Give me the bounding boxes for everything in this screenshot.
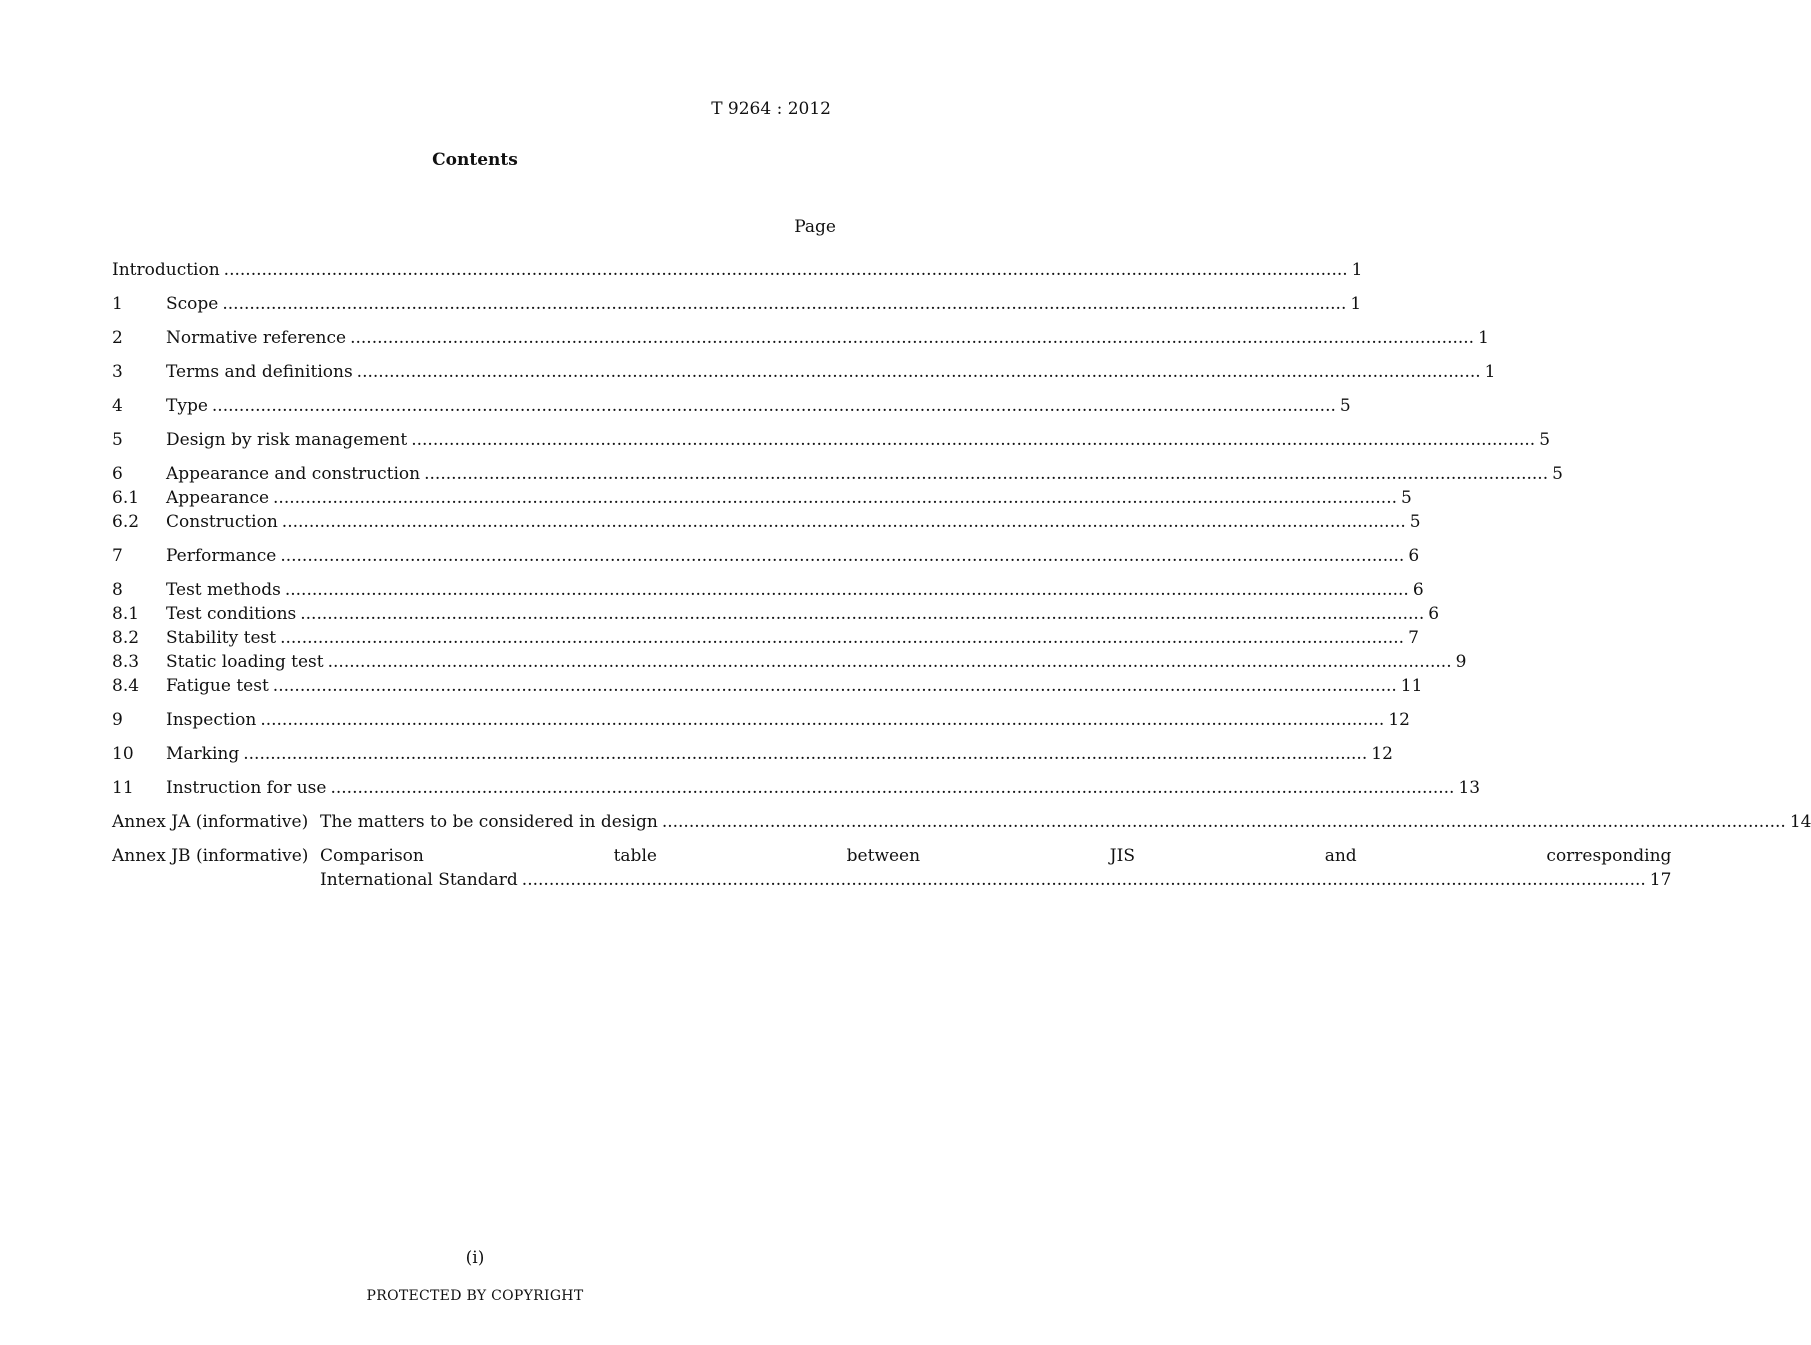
leader-dots xyxy=(224,258,1348,282)
toc-entry-4[interactable] xyxy=(112,394,1351,418)
leader-dots xyxy=(357,360,1481,384)
toc-annex-jb[interactable] xyxy=(112,844,1672,892)
toc-entry-number: 8.1 xyxy=(112,604,140,624)
document-code: T 9264 : 2012 xyxy=(711,99,831,119)
toc-entry-title: Inspection xyxy=(166,710,257,730)
toc-entry-6[interactable] xyxy=(112,462,1563,486)
toc-entry-title: Marking xyxy=(166,744,240,764)
toc-entry-title: Static loading test xyxy=(166,652,324,672)
annex-page: 17 xyxy=(1649,870,1672,890)
toc-entry-8-4[interactable] xyxy=(112,674,1423,698)
leader-dots xyxy=(212,394,1336,418)
toc-entry-1[interactable] xyxy=(112,292,1362,316)
toc-entry-title: Test conditions xyxy=(166,604,297,624)
toc-entry-introduction[interactable] xyxy=(112,258,1363,282)
toc-entry-8-1[interactable] xyxy=(112,602,1440,626)
table-of-contents xyxy=(112,258,1811,892)
toc-entry-page: 1 xyxy=(1350,294,1362,314)
toc-entry-number: 7 xyxy=(112,546,123,566)
toc-entry-title: Type xyxy=(166,396,208,416)
leader-dots xyxy=(280,626,1404,650)
toc-entry-title: Introduction xyxy=(112,260,220,280)
toc-entry-title: Design by risk management xyxy=(166,430,408,450)
toc-entry-number: 1 xyxy=(112,294,123,314)
toc-entry-page: 1 xyxy=(1478,328,1489,348)
toc-entry-title: Appearance and construction xyxy=(166,464,421,484)
toc-entry-number: 11 xyxy=(112,778,134,798)
leader-dots xyxy=(260,708,1384,732)
annex-title-line-1: Comparison table between JIS and corresponding xyxy=(320,846,1672,866)
toc-entry-title: Appearance xyxy=(166,488,270,508)
annex-label: Annex JB (informative) xyxy=(112,846,309,866)
leader-dots xyxy=(350,326,1474,350)
toc-entry-title: Normative reference xyxy=(166,328,347,348)
annex-label: Annex JA (informative) xyxy=(112,812,309,832)
toc-entry-page: 5 xyxy=(1552,464,1563,484)
toc-entry-page: 6 xyxy=(1412,580,1424,600)
toc-entry-5[interactable] xyxy=(112,428,1551,452)
leader-dots xyxy=(424,462,1548,486)
toc-entry-number: 4 xyxy=(112,396,123,416)
toc-entry-title: Stability test xyxy=(166,628,277,648)
toc-entry-11[interactable] xyxy=(112,776,1481,800)
contents-title: Contents xyxy=(432,150,518,170)
toc-entry-page: 7 xyxy=(1408,628,1419,648)
toc-entry-page: 12 xyxy=(1388,710,1410,730)
toc-entry-title: Fatigue test xyxy=(166,676,269,696)
annex-title: The matters to be considered in design xyxy=(320,812,658,832)
toc-entry-number: 8 xyxy=(112,580,123,600)
toc-entry-page: 1 xyxy=(1351,260,1363,280)
leader-dots xyxy=(662,810,1786,834)
copyright-notice: PROTECTED BY COPYRIGHT xyxy=(366,1288,584,1304)
toc-entry-page: 13 xyxy=(1458,778,1481,798)
toc-entry-number: 2 xyxy=(112,328,123,348)
toc-entry-page: 5 xyxy=(1409,512,1421,532)
toc-entry-number: 3 xyxy=(112,362,123,382)
toc-entry-page: 12 xyxy=(1371,744,1393,764)
toc-entry-page: 5 xyxy=(1401,488,1412,508)
toc-entry-page: 6 xyxy=(1408,546,1420,566)
leader-dots xyxy=(243,742,1367,766)
toc-entry-6-2[interactable] xyxy=(112,510,1421,534)
toc-entry-2[interactable] xyxy=(112,326,1489,350)
toc-entry-7[interactable] xyxy=(112,544,1420,568)
toc-entry-page: 6 xyxy=(1428,604,1440,624)
leader-dots xyxy=(328,650,1452,674)
leader-dots xyxy=(282,510,1406,534)
page-number: (i) xyxy=(465,1248,485,1268)
toc-entry-title: Terms and definitions xyxy=(166,362,353,382)
toc-entry-title: Instruction for use xyxy=(166,778,327,798)
leader-dots xyxy=(411,428,1535,452)
toc-entry-number: 8.2 xyxy=(112,628,140,648)
toc-entry-title: Test methods xyxy=(166,580,281,600)
toc-entry-page: 11 xyxy=(1400,676,1423,696)
toc-annex-ja[interactable] xyxy=(112,810,1811,834)
toc-entry-title: Scope xyxy=(166,294,219,314)
toc-entry-8-3[interactable] xyxy=(112,650,1467,674)
toc-entry-8[interactable] xyxy=(112,578,1424,602)
toc-entry-9[interactable] xyxy=(112,708,1410,732)
annex-title-line-2: International Standard xyxy=(320,870,518,890)
toc-entry-number: 6 xyxy=(112,464,123,484)
leader-dots xyxy=(273,674,1397,698)
toc-entry-number: 6.2 xyxy=(112,512,140,532)
leader-dots xyxy=(273,486,1397,510)
toc-entry-number: 8.3 xyxy=(112,652,140,672)
toc-entry-number: 6.1 xyxy=(112,488,140,508)
toc-entry-page: 9 xyxy=(1455,652,1467,672)
toc-entry-6-1[interactable] xyxy=(112,486,1412,510)
toc-entry-10[interactable] xyxy=(112,742,1393,766)
toc-entry-number: 9 xyxy=(112,710,123,730)
leader-dots xyxy=(522,868,1646,892)
toc-entry-number: 5 xyxy=(112,430,123,450)
toc-entry-3[interactable] xyxy=(112,360,1496,384)
leader-dots xyxy=(285,578,1409,602)
toc-entry-title: Performance xyxy=(166,546,277,566)
leader-dots xyxy=(330,776,1454,800)
toc-entry-page: 5 xyxy=(1539,430,1551,450)
toc-entry-8-2[interactable] xyxy=(112,626,1419,650)
leader-dots xyxy=(300,602,1424,626)
toc-entry-page: 5 xyxy=(1339,396,1351,416)
leader-dots xyxy=(280,544,1404,568)
toc-entry-number: 10 xyxy=(112,744,134,764)
toc-entry-number: 8.4 xyxy=(112,676,140,696)
annex-page: 14 xyxy=(1789,812,1811,832)
leader-dots xyxy=(222,292,1346,316)
toc-entry-title: Construction xyxy=(166,512,278,532)
toc-entry-page: 1 xyxy=(1484,362,1496,382)
page-column-label: Page xyxy=(794,217,836,237)
